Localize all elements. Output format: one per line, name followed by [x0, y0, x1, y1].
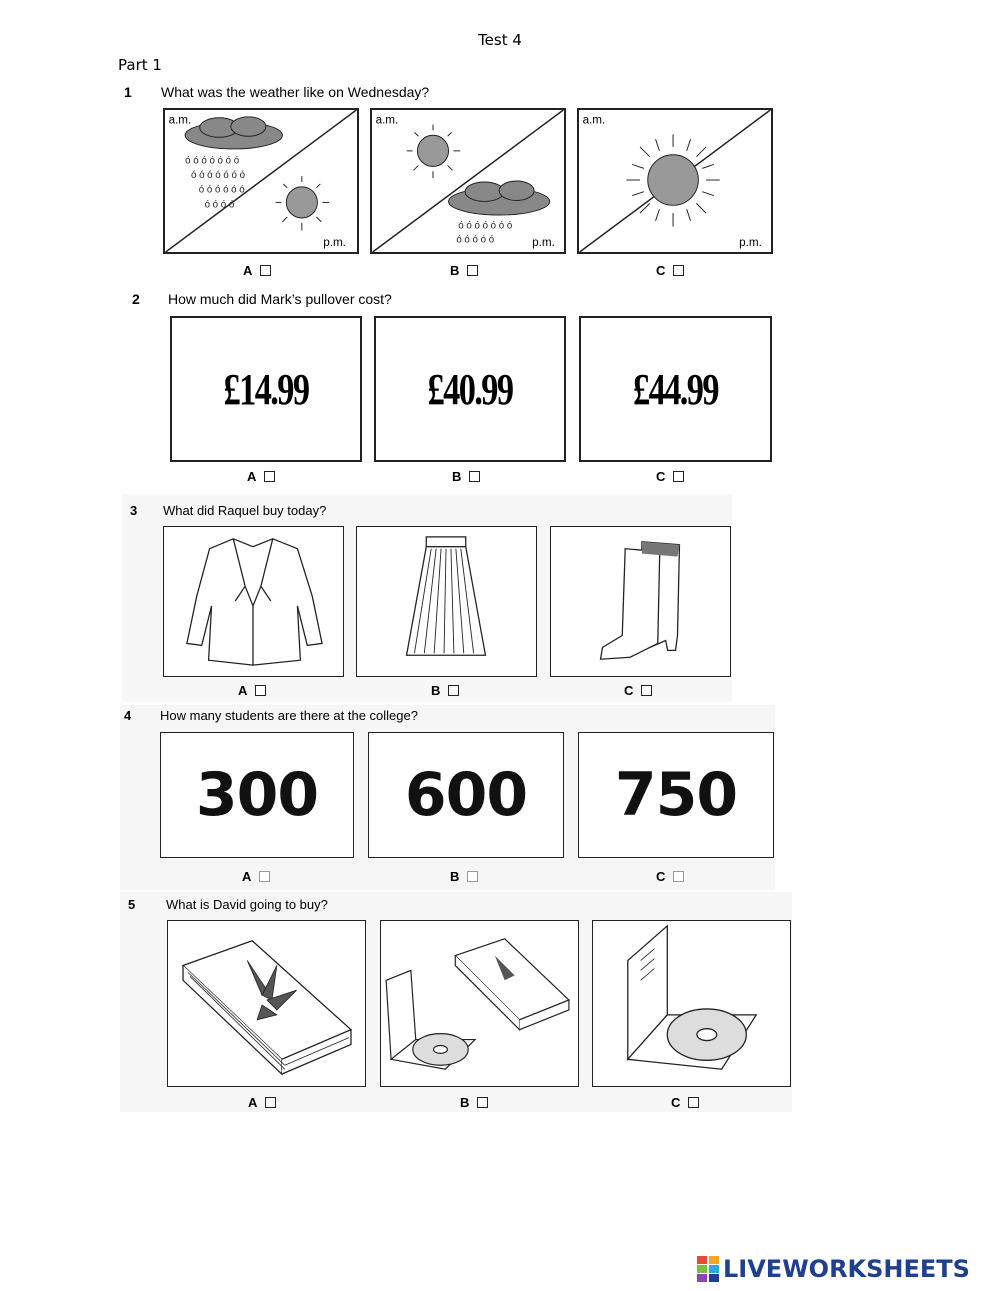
jacket-icon — [164, 527, 343, 676]
q3-b-checkbox[interactable] — [448, 685, 459, 696]
option-letter: C — [656, 869, 666, 884]
option-letter: B — [431, 683, 441, 698]
q5-c-checkbox[interactable] — [688, 1097, 699, 1108]
q3-a-checkbox[interactable] — [255, 685, 266, 696]
q4-option-b-image — [368, 732, 564, 858]
q4-c-checkbox[interactable] — [673, 871, 684, 882]
q4-option-b — [450, 869, 478, 884]
option-letter: A — [248, 1095, 258, 1110]
q5-option-b-image — [380, 920, 579, 1087]
q2-option-b — [452, 469, 480, 484]
option-letter: A — [247, 469, 257, 484]
q5-a-checkbox[interactable] — [265, 1097, 276, 1108]
price-value: £40.99 — [427, 364, 513, 414]
option-letter: B — [460, 1095, 470, 1110]
cd-icon — [667, 1009, 746, 1060]
option-letter: B — [450, 263, 460, 278]
q4-option-c-image — [578, 732, 774, 858]
book-and-cd-icon — [381, 921, 578, 1086]
pm-label: p.m. — [532, 236, 555, 250]
option-letter: A — [238, 683, 248, 698]
q2-c-checkbox[interactable] — [673, 471, 684, 482]
q2-option-a-image — [170, 316, 362, 462]
question-2-number: 2 — [132, 291, 140, 307]
q3-option-b-image — [356, 526, 537, 677]
sun-icon — [407, 125, 460, 178]
svg-text:ó ó ó ó ó ó ó: ó ó ó ó ó ó ó — [185, 155, 240, 167]
question-3-number: 3 — [130, 503, 138, 518]
q4-option-a — [242, 869, 270, 884]
rain-icon — [456, 221, 512, 246]
question-1-number: 1 — [124, 84, 132, 100]
option-letter: A — [242, 869, 252, 884]
liveworksheets-logo-icon — [697, 1256, 719, 1282]
q1-option-a-image — [163, 108, 359, 254]
question-1-text: What was the weather like on Wednesday? — [161, 84, 430, 100]
sun-icon — [276, 176, 329, 230]
q1-option-b — [450, 263, 478, 278]
liveworksheets-logo — [697, 1255, 970, 1283]
q5-b-checkbox[interactable] — [477, 1097, 488, 1108]
number-value: 750 — [614, 760, 738, 830]
q3-option-c — [624, 683, 652, 698]
part-label: Part 1 — [118, 56, 162, 74]
liveworksheets-logo-text: LIVEWORKSHEETS — [723, 1255, 970, 1283]
q3-option-a — [238, 683, 266, 698]
pm-label: p.m. — [739, 236, 762, 250]
q1-option-b-image — [370, 108, 566, 254]
option-letter: B — [450, 869, 460, 884]
question-4-text: How many students are there at the college? — [160, 708, 418, 723]
q2-option-c-image — [579, 316, 772, 462]
q2-b-checkbox[interactable] — [469, 471, 480, 482]
cloud-icon — [449, 181, 550, 215]
book-icon — [168, 921, 365, 1086]
q4-a-checkbox[interactable] — [259, 871, 270, 882]
rain-icon — [185, 155, 245, 210]
q4-option-c — [656, 869, 684, 884]
skirt-icon — [357, 527, 536, 676]
svg-text:ó ó ó ó ó: ó ó ó ó ó — [456, 234, 495, 246]
option-letter: C — [671, 1095, 681, 1110]
am-label: a.m. — [168, 113, 192, 127]
number-value: 300 — [195, 760, 319, 830]
q5-option-c — [671, 1095, 699, 1110]
q5-option-a-image — [167, 920, 366, 1087]
question-2-text: How much did Mark’s pullover cost? — [168, 291, 392, 307]
pm-label: p.m. — [323, 236, 346, 250]
option-letter: C — [656, 469, 666, 484]
cd-case-icon — [593, 921, 790, 1086]
q4-option-a-image — [160, 732, 354, 858]
q5-option-a — [248, 1095, 276, 1110]
q1-a-checkbox[interactable] — [260, 265, 271, 276]
question-4-number: 4 — [124, 708, 132, 723]
q1-option-c-image — [577, 108, 773, 254]
q5-option-c-image — [592, 920, 791, 1087]
q4-b-checkbox[interactable] — [467, 871, 478, 882]
q2-a-checkbox[interactable] — [264, 471, 275, 482]
question-5-number: 5 — [128, 897, 136, 912]
page-title: Test 4 — [478, 31, 522, 49]
svg-text:ó ó ó ó ó ó ó: ó ó ó ó ó ó ó — [458, 220, 513, 232]
option-letter: B — [452, 469, 462, 484]
q5-option-b — [460, 1095, 488, 1110]
q3-option-a-image — [163, 526, 344, 677]
question-5-text: What is David going to buy? — [166, 897, 328, 912]
sunny-all-day-icon — [579, 110, 771, 252]
q2-option-b-image — [374, 316, 566, 462]
cd-icon — [413, 1034, 468, 1066]
option-letter: C — [624, 683, 634, 698]
price-value: £14.99 — [223, 364, 309, 414]
sun-icon — [626, 134, 719, 226]
q2-option-c — [656, 469, 684, 484]
boots-icon — [551, 527, 730, 676]
q1-c-checkbox[interactable] — [673, 265, 684, 276]
am-label: a.m. — [375, 113, 399, 127]
q1-option-a — [243, 263, 271, 278]
option-letter: C — [656, 263, 666, 278]
svg-text:ó ó ó ó: ó ó ó ó — [204, 199, 235, 211]
q1-b-checkbox[interactable] — [467, 265, 478, 276]
price-value: £44.99 — [632, 364, 719, 414]
q2-option-a — [247, 469, 275, 484]
q3-c-checkbox[interactable] — [641, 685, 652, 696]
q3-option-c-image — [550, 526, 731, 677]
rain-then-sun-icon — [165, 110, 357, 252]
am-label: a.m. — [582, 113, 606, 127]
number-value: 600 — [404, 760, 528, 830]
q3-option-b — [431, 683, 459, 698]
svg-text:ó ó ó ó ó ó ó: ó ó ó ó ó ó ó — [190, 170, 246, 182]
cloud-icon — [185, 117, 282, 149]
question-3-text: What did Raquel buy today? — [163, 503, 327, 518]
svg-text:ó ó ó ó ó ó: ó ó ó ó ó ó — [198, 184, 245, 196]
q1-option-c — [656, 263, 684, 278]
option-letter: A — [243, 263, 253, 278]
sun-then-rain-icon — [372, 110, 564, 252]
